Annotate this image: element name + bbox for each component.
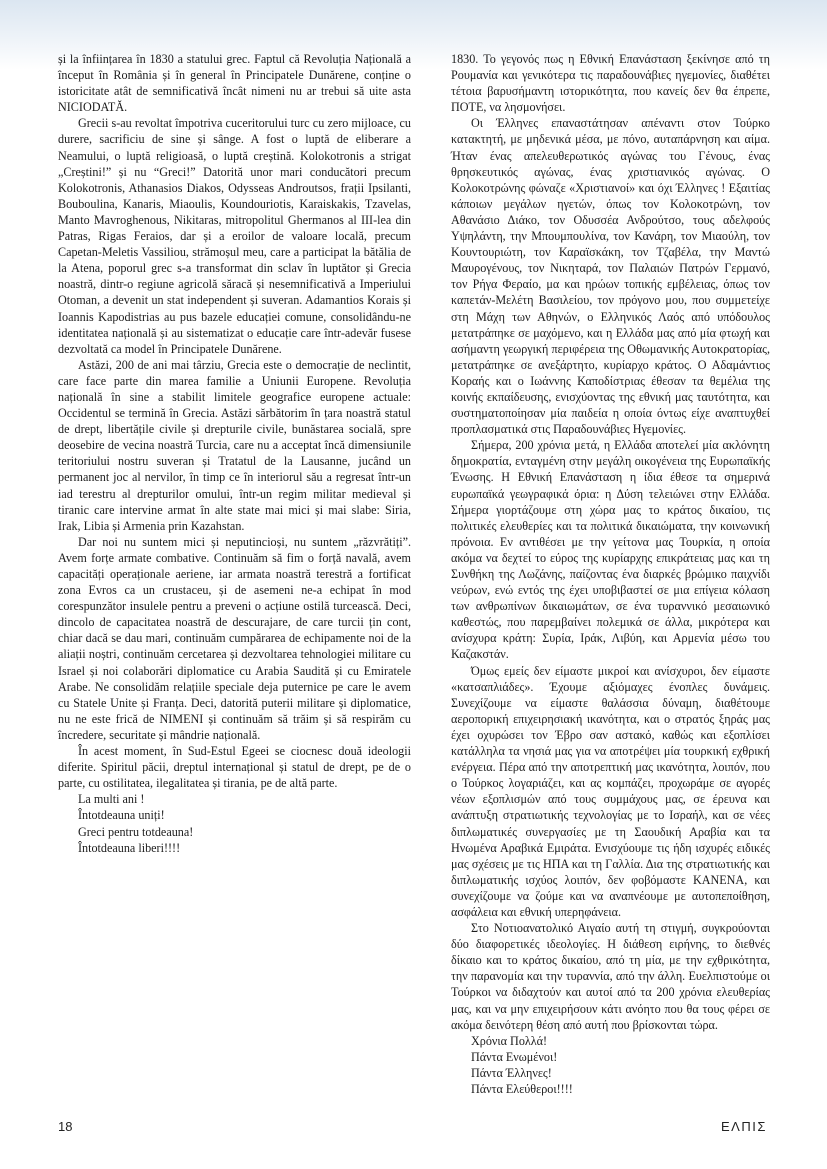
closing-line: Χρόνια Πολλά! [471, 1033, 548, 1048]
article-paragraph: Grecii s-au revoltat împotriva cuceritorului turc cu zero mijloace, cu durere, sacrificiu de sine și sânge. A fost o luptă de eliberare a Neamului, o luptă religioasă, o luptă creștină. Kolokotronis a strigat „Creștini!” și nu “Greci!” Datorită unor mari conducători precum Kolokotronis, Athanasios Diakos, Odysseas Androutsos, frații Ipsilanti, Bouboulina, Kanaris, Miaoulis, Koundouriotis, Karaiskakis, Tzavelas, Manto Mavroghenous, Nikitaras, mitropolitul Ghermanos al III-lea din Patras, Rigas Feraios, dar și a eroilor de valoare locală, precum Capetan-Meletis Vassiliou, strămoșul meu, care a participat la bătălia de la Atena, poporul grec s-a transformat din sclav în luptător și Grecia noastră, dintr-o regiune agricolă săracă și nesemnificativă a Imperiului Otoman, a devenit un stat independent și suveran. Adamantios Korais și Ioannis Kapodistrias au pus bazele educației comune, consolidându-ne identitatea națională și au sistematizat o educație care într-adevăr fusese dezvoltată ca model în Principatele Dunărene. [58, 116, 411, 356]
article-paragraph: Στο Νοτιοανατολικό Αιγαίο αυτή τη στιγμή, συγκρούονται δύο διαφορετικές ιδεολογίες. Η διάθεση ειρήνης, το διεθνές δίκαιο και το κράτος δικαίου, από τη μία, με την εχθρικότητα, την παρανομία και την τυραννία, από την άλλη. Ευελπιστούμε οι Τούρκοι να διδαχτούν και αυτοί από τα 200 χρόνια ελευθερίας μας, και να μην επιχειρήσουν κάτι ανόητο που θα τους φέρει σε ακόμα δεινότερη θέση από αυτή που βρίσκονται τώρα. [451, 921, 770, 1032]
romanian-text-column [58, 51, 411, 856]
closing-line: Întotdeauna uniți! [78, 808, 165, 823]
closing-line: Greci pentru totdeauna! [78, 824, 194, 839]
page-number: 18 [58, 1119, 73, 1134]
closing-line: La multi ani ! [78, 792, 145, 807]
article-paragraph: Όμως εμείς δεν είμαστε μικροί και ανίσχυροι, δεν είμαστε «κατσαπλιάδες». Έχουμε αξιόμαχες ένοπλες δυνάμεις. Συνεχίζουμε να είμαστε θαλάσσια δύναμη, διαθέτουμε αεροπορική επιχειρησιακή ικανότητα, και ο στρατός ξηράς μας έχει οχυρώσει τον Έβρο σαν αστακό, καθώς και εξοπλίσει κατάλληλα τα νησιά μας για να αποτρέψει μία τουρκική εχθρική ενέργεια. Πέρα από την αποτρεπτική μας ικανότητα, λοιπόν, που ο Τούρκος λογαριάζει, και ας κομπάζει, προχωράμε σε αγορές νέων εξοπλισμών από τους συμμάχους μας, σε έρευνα και ανάπτυξη στρατιωτικής τεχνολογίας με το Ισραήλ, και σε νέες διπλωματικές συνεργασίες με τη Σαουδική Αραβία και τα Ηνωμένα Αραβικά Εμιράτα. Ενισχύουμε τις ήδη ισχυρές ειδικές μας σχέσεις με τις ΗΠΑ και τη Γαλλία. Δια της στρατιωτικής και διπλωματικής ισχύος λοιπόν, δεν φοβόμαστε ΚΑΝΕΝΑ, και συνεχίζουμε να ζούμε και να αναπνέουμε με αυτοπεποίθηση, ασφάλεια και εθνική υπερηφάνεια. [451, 663, 770, 919]
article-paragraph: Σήμερα, 200 χρόνια μετά, η Ελλάδα αποτελεί μία ακλόνητη δημοκρατία, ενταγμένη στην μεγάλη οικογένεια της Ευρωπαϊκής Ένωσης. Η Εθνική Επανάσταση η ίδια έθεσε τα σημερινά ευρωπαϊκά γεωγραφικά όρια: η Δύση τελειώνει στην Ελλάδα. Σήμερα γιορτάζουμε στη χώρα μας το κράτος δικαίου, τις πολιτικές ελευθερίες και τα πολιτικά δικαιώματα, την κοινωνική πρόνοια. Εν αντιθέσει με την γείτονα μας Τουρκία, η οποία ακόμα να δεχτεί το εύρος της κυρίαρχης επικράτειας μας και τη Συνθήκη της Λωζάνης, παίζοντας ένα διαρκές βρώμικο παιχνίδι νεύρων, ενώ εντός της έχει υποβιβαστεί σε μια επίγεια κόλαση των ανθρωπίνων δικαιωμάτων, σε ένα τυραννικό μεσαιωνικό καθεστώς, που παρεμβαίνει πολεμικά σε άλλα, μικρότερα και ανίσχυρα κράτη: Συρία, Ιράκ, Λιβύη, και Αρμενία μέσω του Καζακστάν. [451, 438, 770, 662]
article-paragraph: 1830. Το γεγονός πως η Εθνική Επανάσταση ξεκίνησε από τη Ρουμανία και γενικότερα τις παραδουνάβιες ηγεμονίες, διαθέτει τέτοια βαρυσήμαντη ιστορικότητα, που κανείς δεν θα έπρεπε, ΠΟΤΕ, να λησμονήσει. [451, 52, 770, 115]
closing-line: Întotdeauna liberi!!!! [78, 840, 181, 855]
closing-line: Πάντα Ελεύθεροι!!!! [471, 1082, 573, 1096]
greek-text-column [451, 51, 770, 1097]
article-paragraph: Οι Έλληνες επαναστάτησαν απέναντι στον Τούρκο κατακτητή, με μηδενικά μέσα, με πόνο, αυταπάρνηση και αίμα. Ήταν ένας απελευθερωτικός αγώνας του Γένους, ένας θρησκευτικός αγώνας, ένας χριστιανικός αγώνας. Ο Κολοκοτρώνης φώναζε «Χριστιανοί» και όχι Έλληνες ! Εξαιτίας κάποιων μεγάλων ηγετών, όπως τον Κολοκοτρώνη, τον Αθανάσιο Διάκο, τον Οδυσσέα Ανδρούτσο, τους αδελφούς Υψηλάντη, την Μπουμπουλίνα, τον Κανάρη, τον Μιαούλη, τον Κουντουριώτη, τον Καραϊσκάκη, τον Τζαβέλα, την Μαντώ Μαυρογένους, τον Νικηταρά, τον Παλαιών Πατρών Γερμανό, τον Ρήγα Φεραίο, μα και ηρώων τοπικής εμβέλειας, όπως τον καπετάν-Μελέτη Βασιλείου, τον πρόγονο μου, που συμμετείχε στη Μάχη των Αθηνών, ο Ελληνικός Λαός από υπόδουλος μετατράπηκε σε μαχόμενο, και η Ελλάδα μας από μία φτωχή και ασήμαντη γεωργική περιφέρεια της Οθωμανικής Αυτοκρατορίας, μετατράπηκε σε ανεξάρτητο, κυρίαρχο κράτος. Ο Αδαμάντιος Κοραής και ο Ιωάννης Καποδίστριας έθεσαν τα θεμέλια της κοινής εκπαίδευσης, ενισχύοντας της εθνική μας ταυτότητα, και συστηματοποίησαν μία παιδεία η οποία όντως είχε αναπτυχθεί προπλασματικά στις Παραδουνάβιες Ηγεμονίες. [451, 116, 770, 437]
closing-line: Πάντα Έλληνες! [471, 1065, 552, 1080]
article-paragraph: În acest moment, în Sud-Estul Egeei se ciocnesc două ideologii diferite. Spiritul păcii, dreptul internațional și statul de drept, pe de o parte, cu ostilitatea, ilegalitatea și tirania, pe de altă parte. [58, 744, 411, 791]
article-paragraph: Astăzi, 200 de ani mai târziu, Grecia este o democrație de neclintit, care face parte din marea familie a Uniunii Europene. Revoluția națională în sine a stabilit limitele geografice europene actuale: Occidentul se termină în Grecia. Astăzi sărbătorim în țara noastră statul de drept, libertățile civile și drepturile civile, bunăstarea socială, spre deosebire de vecina noastră Turcia, care nu a acceptat încă dimensiunile teritoriului nostru suveran și Tratatul de la Lausanne, jucând un permanent joc al nervilor, în timp ce în interiorul său a regresat într-un iad terestru al drepturilor omului, într-un regim militar medieval și tiranic care intervine armat în alte state mai mici și mai slabe: Siria, Irak, Libia și Armenia prin Kazahstan. [58, 357, 411, 533]
article-paragraph: Dar noi nu suntem mici și neputincioși, nu suntem „răzvrătiți”. Avem forțe armate combative. Continuăm să fim o forță navală, avem capacități operaționale aeriene, iar armata noastră terestră a fortificat zona Evros ca un crustaceu, și de asemeni ne-a echipat în mod corespunzător insulele pentru a preveni o acțiune ostilă turcească. Deci, dincolo de capacitatea noastră de descurajare, de care turcii țin cont, chiar dacă se dau mari, continuăm cumpărarea de echipamente noi de la aliații noștri, continuăm cercetarea și dezvoltarea tehnologiei militare cu Israel și noi colaborări diplomatice cu Arabia Saudită și cu Emiratele Arabe. Ne consolidăm relațiile speciale deja puternice pe care le avem cu Statele Unite și Franța. Deci, datorită puterii militare și diplomatice, nu ne este frică de NIMENI și continuăm să trăim și să respirăm cu încredere, securitate și mândrie națională. [58, 534, 411, 742]
magazine-name: ΕΛΠΙΣ [721, 1119, 767, 1134]
article-paragraph: și la înființarea în 1830 a statului grec. Faptul că Revoluția Națională a început în România și în general în Principatele Dunărene, conține o istoricitate atât de semnificativă încât nimeni nu ar trebui să uite asta NICIODATĂ. [58, 52, 411, 115]
closing-line: Πάντα Ενωμένοι! [471, 1049, 558, 1064]
